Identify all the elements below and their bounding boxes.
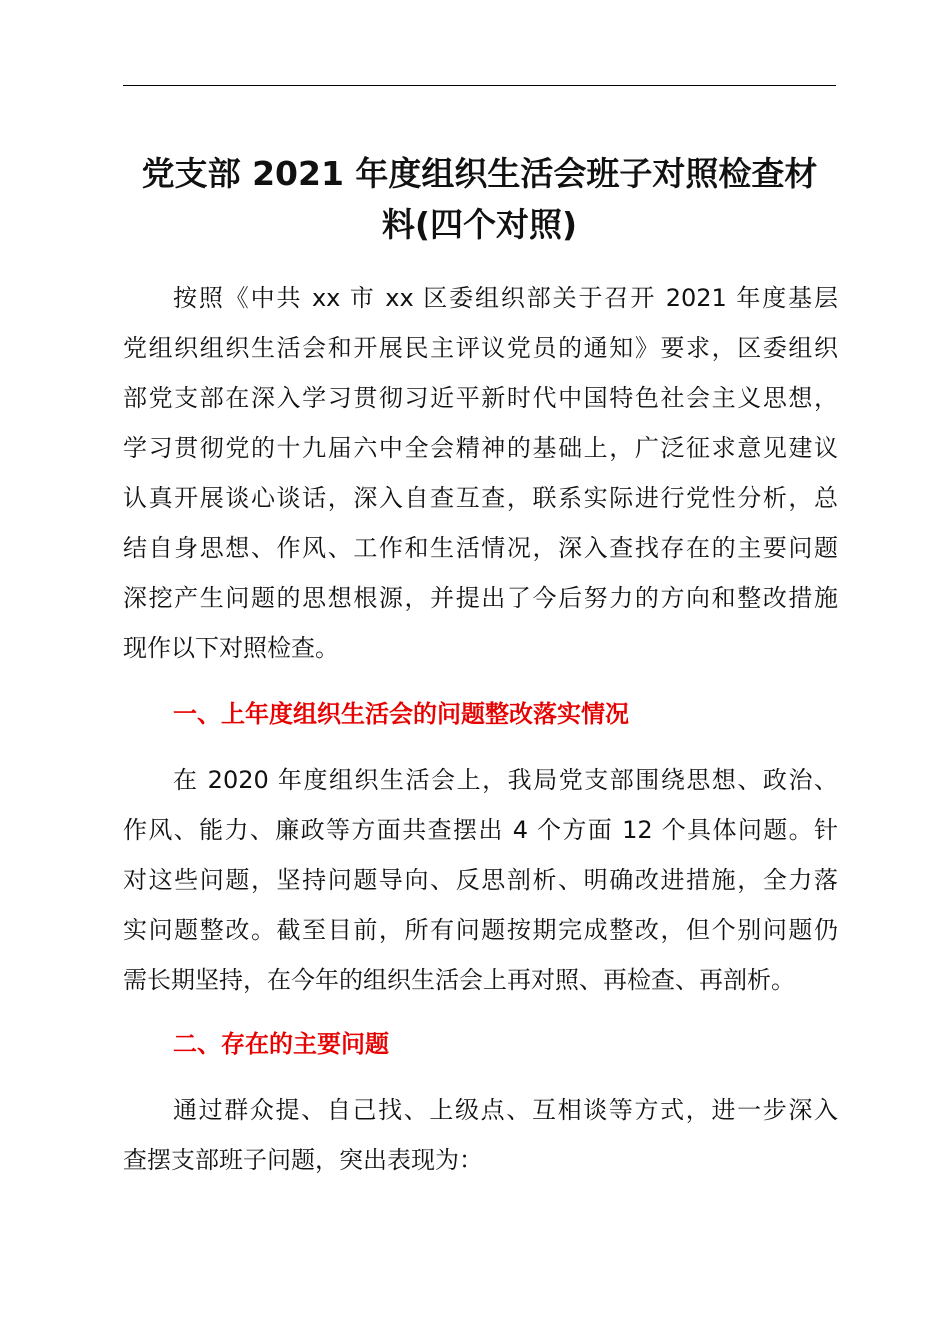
paragraph-line: 在 2020 年度组织生活会上，我局党支部围绕思想、政治、 xyxy=(173,766,838,794)
paragraph-line: 实问题整改。截至目前，所有问题按期完成整改，但个别问题仍 xyxy=(123,916,838,944)
paragraph-line: 需长期坚持，在今年的组织生活会上再对照、再检查、再剖析。 xyxy=(123,966,795,994)
paragraph-line: 作风、能力、廉政等方面共查摆出 4 个方面 12 个具体问题。针 xyxy=(123,816,838,844)
paragraph-line: 结自身思想、作风、工作和生活情况，深入查找存在的主要问题 xyxy=(123,534,838,562)
document-title xyxy=(123,148,836,250)
paragraph-line: 学习贯彻党的十九届六中全会精神的基础上，广泛征求意见建议 xyxy=(123,434,838,462)
paragraph-line: 深挖产生问题的思想根源，并提出了今后努力的方向和整改措施 xyxy=(123,584,838,612)
paragraph-line: 认真开展谈心谈话，深入自查互查，联系实际进行党性分析，总 xyxy=(123,484,838,512)
paragraph-line: 查摆支部班子问题，突出表现为： xyxy=(123,1146,483,1174)
paragraph-line: 通过群众提、自己找、上级点、互相谈等方式，进一步深入 xyxy=(173,1096,838,1124)
paragraph-line: 部党支部在深入学习贯彻习近平新时代中国特色社会主义思想， xyxy=(123,384,838,412)
title-line-1: 党支部 2021 年度组织生活会班子对照检查材 xyxy=(141,154,818,193)
section-2-heading: 二、存在的主要问题 xyxy=(173,1030,389,1058)
title-line-2: 料(四个对照) xyxy=(381,205,578,244)
paragraph-line: 按照《中共 xx 市 xx 区委组织部关于召开 2021 年度基层 xyxy=(173,284,838,312)
paragraph-line: 对这些问题，坚持问题导向、反思剖析、明确改进措施，全力落 xyxy=(123,866,838,894)
section-1-heading: 一、上年度组织生活会的问题整改落实情况 xyxy=(173,700,629,728)
header-rule xyxy=(123,85,836,86)
paragraph-line: 现作以下对照检查。 xyxy=(123,634,339,662)
paragraph-line: 党组织组织生活会和开展民主评议党员的通知》要求，区委组织 xyxy=(123,334,838,362)
